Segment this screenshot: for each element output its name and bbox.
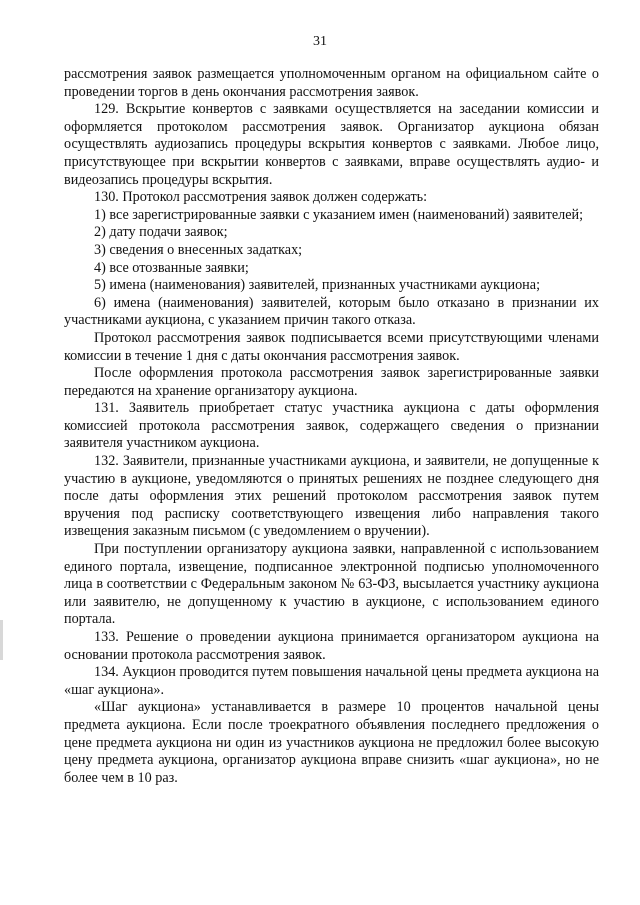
paragraph-electronic-notice: При поступлении организатору аукциона заявки, направленной с использованием единого портала, извещение, подписанное электронной подписью уполномоченного лица в соответствии с Федеральным законом № 63-ФЗ, высылается участнику аукциона или заявителю, не допущенному к участию в аукционе, с использованием единого портала. (64, 541, 599, 628)
paragraph-132: 132. Заявители, признанные участниками аукциона, и заявители, не допущенные к участию в аукционе, уведомляются о принятых решениях не позднее следующего дня после даты оформления этих решений протоколом рассмотрения заявок путем вручения под расписку соответствующего извещения либо направления такого извещения заказным письмом (с уведомлением о вручении). (64, 453, 599, 540)
list-item-1: 1) все зарегистрированные заявки с указанием имен (наименований) заявителей; (94, 206, 584, 223)
list-item-6: 6) имена (наименования) заявителей, которым было отказано в признании их участниками аукциона, с указанием причин такого отказа. (64, 294, 599, 329)
paragraph-134: 134. Аукцион проводится путем повышения начальной цены предмета аукциона на «шаг аукциона». (64, 664, 599, 698)
paragraph-auction-step: «Шаг аукциона» устанавливается в размере 10 процентов начальной цены предмета аукциона. Если после троекратного объявления последнего предложения о цене предмета аукциона ни один из участников аукциона не предложил более высокую цену предмета аукциона, организатор аукциона вправе снизить «шаг аукциона», но не более чем в 10 раз. (64, 699, 599, 786)
list-item-3: 3) сведения о внесенных задатках; (94, 241, 303, 258)
scan-edge-mark (0, 620, 3, 660)
paragraph-protocol-storage: После оформления протокола рассмотрения заявок зарегистрированные заявки передаются на хранение организатору аукциона. (64, 365, 599, 399)
paragraph-continuation: рассмотрения заявок размещается уполномоченным органом на официальном сайте о проведении торгов в день окончания рассмотрения заявок. (64, 66, 599, 100)
paragraph-131: 131. Заявитель приобретает статус участника аукциона с даты оформления комиссией протокола рассмотрения заявок, содержащего сведения о признании заявителя участником аукциона. (64, 400, 599, 452)
list-item-2: 2) дату подачи заявок; (94, 224, 228, 241)
page-number: 31 (313, 34, 327, 49)
document-body (64, 66, 599, 787)
list-item-5: 5) имена (наименования) заявителей, признанных участниками аукциона; (94, 277, 541, 294)
paragraph-protocol-signing: Протокол рассмотрения заявок подписывается всеми присутствующими членами комиссии в течение 1 дня с даты окончания рассмотрения заявок. (64, 329, 599, 364)
paragraph-133: 133. Решение о проведении аукциона принимается организатором аукциона на основании протокола рассмотрения заявок. (64, 629, 599, 663)
paragraph-129: 129. Вскрытие конвертов с заявками осуществляется на заседании комиссии и оформляется протоколом рассмотрения заявок. Организатор аукциона обязан осуществлять аудиозапись процедуры вскрытия конвертов с заявками. Любое лицо, присутствующее при вскрытии конвертов с заявками, вправе осуществлять аудио- и видеозапись процедуры вскрытия. (64, 101, 599, 188)
paragraph-130: 130. Протокол рассмотрения заявок должен содержать: (94, 189, 428, 206)
list-item-4: 4) все отозванные заявки; (94, 259, 249, 276)
